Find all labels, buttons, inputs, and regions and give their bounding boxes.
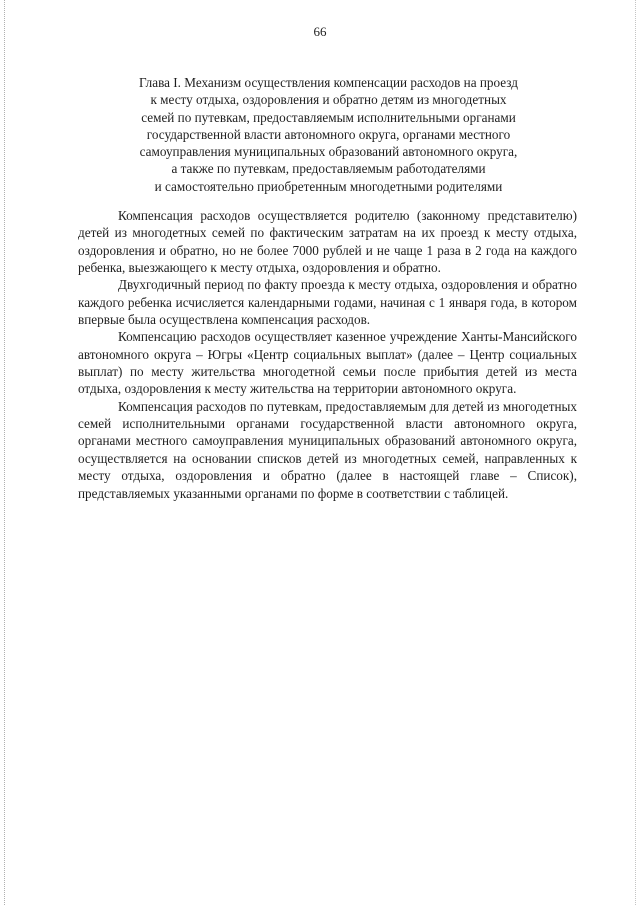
heading-line: самоуправления муниципальных образований автономного округа, [139, 144, 518, 160]
scan-right-edge [635, 0, 637, 905]
paragraph: Двухгодичный период по факту проезда к месту отдыха, оздоровления и обратно каждого ребенка исчисляется календарными годами, начиная с 1 января года, в котором впервые была осуществлена компенсация расходов. [78, 277, 577, 328]
heading-line: а также по путевкам, предоставляемым работодателями [171, 161, 486, 177]
heading-line: Глава I. Механизм осуществления компенсации расходов на проезд [139, 75, 518, 90]
page-number: 66 [313, 24, 327, 39]
heading-line: и самостоятельно приобретенным многодетными родителями [154, 178, 503, 194]
heading-line: государственной власти автономного округа, органами местного [146, 126, 511, 142]
paragraph: Компенсацию расходов осуществляет казенное учреждение Ханты-Мансийского автономного округа – Югры «Центр социальных выплат» (далее – Центр социальных выплат) по месту жительства многодетной семьи после прибытия детей из места отдыха, оздоровления к месту жительства на территории автономного округа. [78, 329, 577, 397]
paragraph: Компенсация расходов осуществляется родителю (законному представителю) детей из многодетных семей по фактическим затратам на их проезд к месту отдыха, оздоровления и обратно, но не более 7000 рублей и не чаще 1 раза в 2 года на каждого ребенка, выезжающего к месту отдыха, оздоровления и обратно. [78, 208, 577, 276]
body-text [78, 207, 577, 502]
chapter-heading [80, 74, 577, 195]
heading-line: к месту отдыха, оздоровления и обратно детям из многодетных [150, 92, 507, 108]
heading-line: семей по путевкам, предоставляемым исполнительными органами [141, 109, 516, 125]
scan-left-edge [4, 0, 6, 905]
paragraph: Компенсация расходов по путевкам, предоставляемым для детей из многодетных семей исполнительными органами государственной власти автономного округа, органами местного самоуправления муниципальных образований автономного округа, осуществляется на основании списков детей из многодетных семей, направленных к месту отдыха, оздоровления и обратно (далее в настоящей главе – Список), представляемых указанными органами по форме в соответствии с таблицей. [78, 398, 577, 501]
